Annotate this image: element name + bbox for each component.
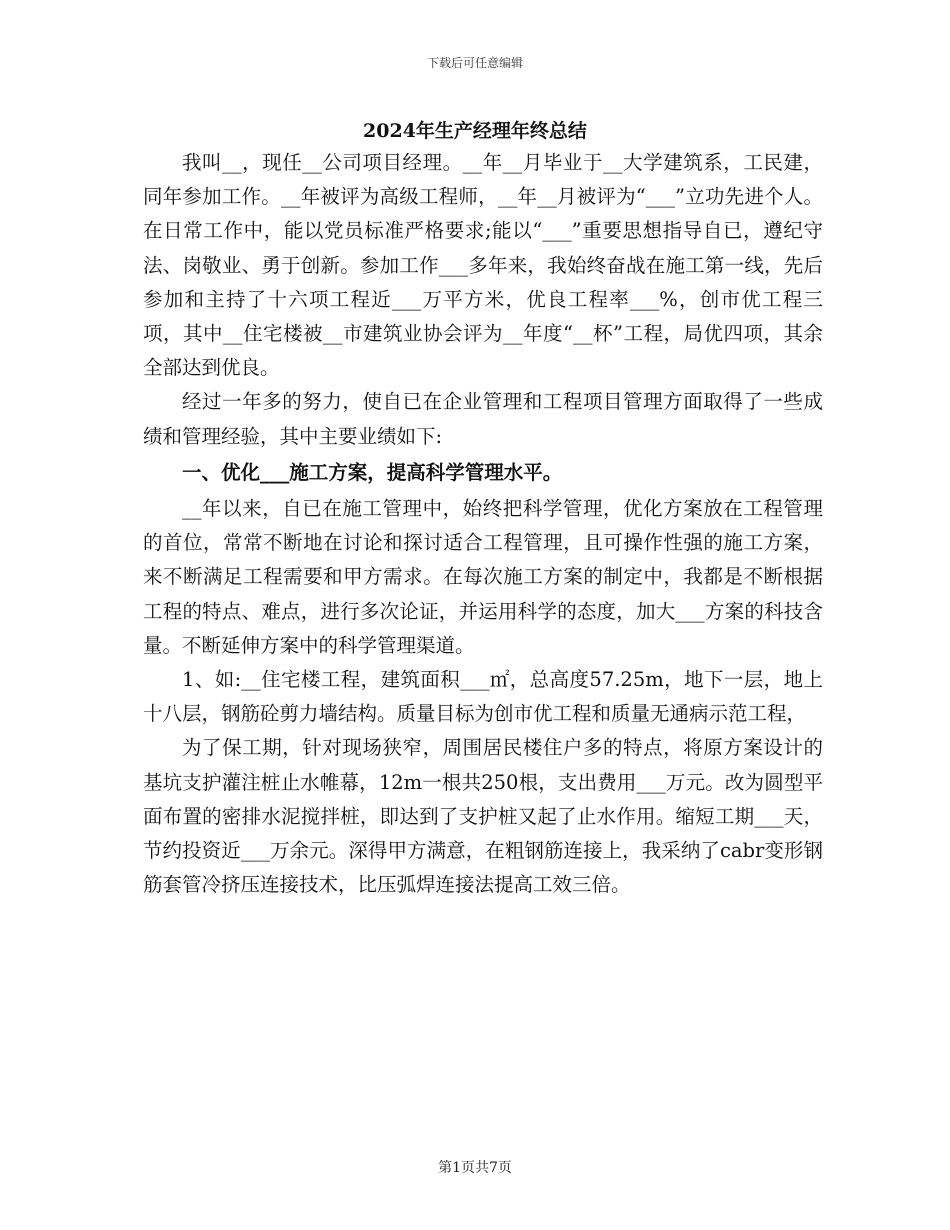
paragraph-schedule-measures: 为了保工期，针对现场狭窄，周围居民楼住户多的特点，将原方案设计的基坑支护灌注桩止水帷幕，12m一根共250根，支出费用___万元。改为圆型平面布置的密排水泥搅拌桩，即达到了支护桩又起了止水作用。缩短工期___天，节约投资近___万余元。深得甲方满意，在粗钢筋连接上，我采纳了cabr变形钢筋套管冷挤压连接技术，比压弧焊连接法提高工效三倍。	[143, 736, 823, 897]
paragraph-scientific-management: __年以来，自已在施工管理中，始终把科学管理，优化方案放在工程管理的首位，常常不断地在讨论和探讨适合工程管理，且可操作性强的施工方案，来不断满足工程需要和甲方需求。在每次施工方案的制定中，我都是不断根据工程的特点、难点，进行多次论证，并运用科学的态度，加大___方案的科技含量。不断延伸方案中的科学管理渠道。	[143, 497, 823, 657]
paragraph-intro: 我叫__，现任__公司项目经理。__年__月毕业于__大学建筑系，工民建，同年参加工作。__年被评为高级工程师，__年__月被评为“___”立功先进个人。在日常工作中，能以党员标准严格要求;能以“___”重要思想指导自已，遵纪守法、岗敬业、勇于创新。参加工作___多年来，我始终奋战在施工第一线，先后参加和主持了十六项工程近___万平方米，优良工程率___%，创市优工程三项，其中__住宅楼被__市建筑业协会评为__年度“__杯”工程，局优四项，其余全部达到优良。	[143, 151, 823, 380]
page-number: 第1页共7页	[438, 1160, 512, 1176]
document-title: 2024年生产经理年终总结	[363, 120, 587, 142]
section-heading-1: 一、优化___施工方案，提高科学管理水平。	[182, 460, 563, 484]
header-note: 下载后可任意编辑	[426, 56, 523, 70]
paragraph-achievements-intro: 经过一年多的努力，使自已在企业管理和工程项目管理方面取得了一些成绩和管理经验，其中主要业绩如下:	[143, 390, 823, 448]
document-body	[143, 146, 823, 902]
paragraph-example-1: 1、如:__住宅楼工程，建筑面积___㎡，总高度57.25m，地下一层，地上十八层，钢筋砼剪力墙结构。质量目标为创市优工程和质量无通病示范工程，	[143, 668, 823, 726]
